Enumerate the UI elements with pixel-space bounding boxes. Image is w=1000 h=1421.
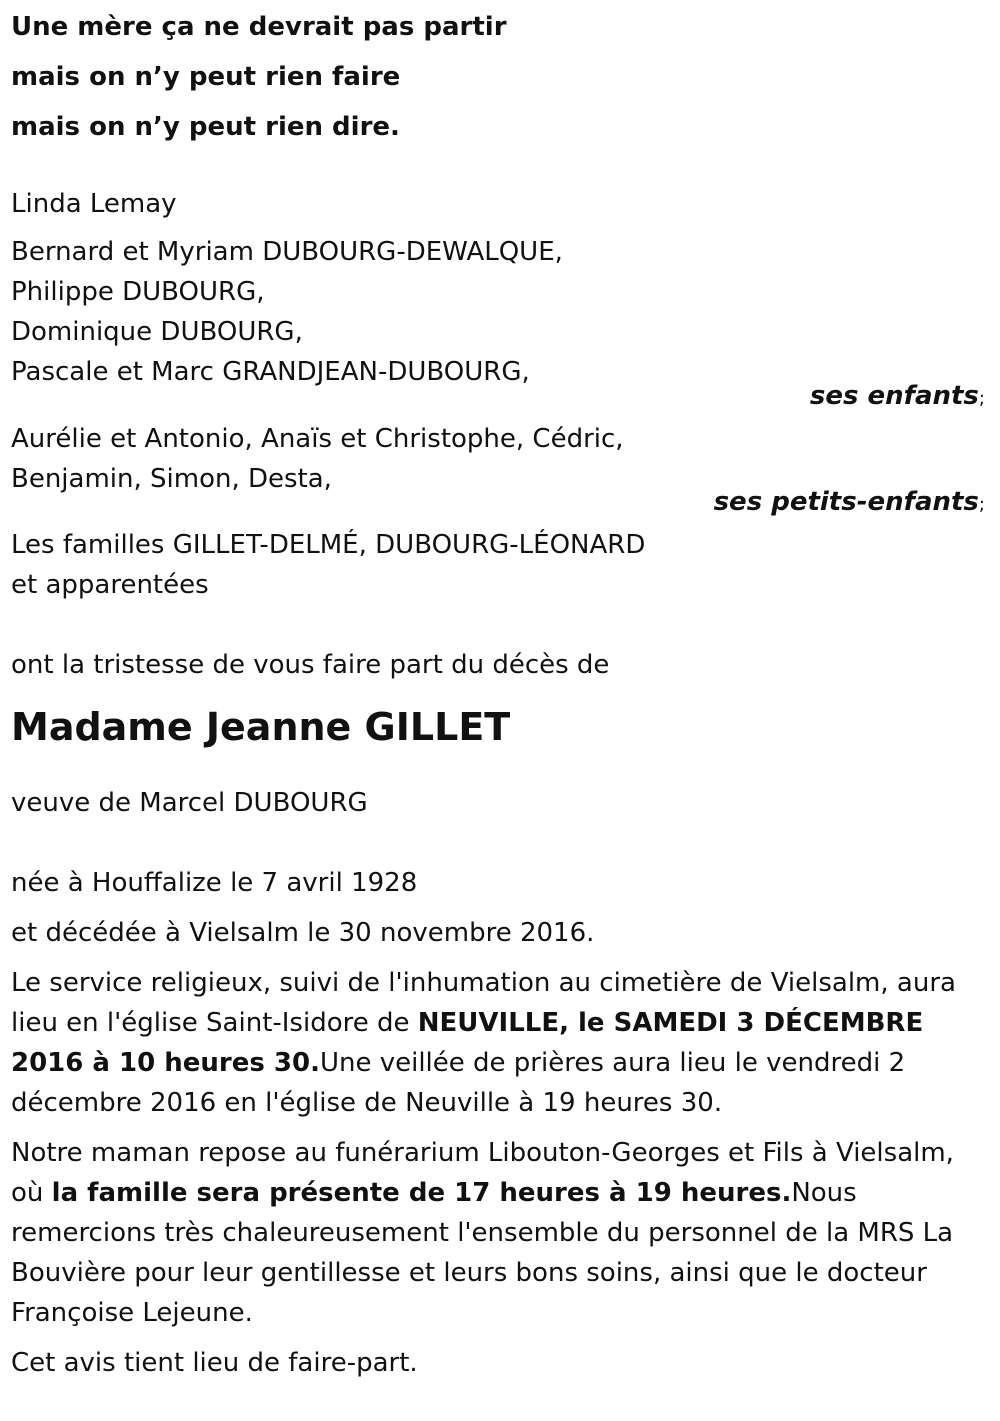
deceased-name: Madame Jeanne GILLET (11, 705, 511, 749)
death-info: et décédée à Vielsalm le 30 novembre 2016. (11, 918, 595, 948)
funerarium-text-1: Notre maman repose au funérarium Libouton-Georges et Fils à Vielsalm, où (11, 1138, 954, 1208)
children-role-separator: ; (978, 388, 985, 409)
service-text-2: Une veillée de prières aura lieu le vendredi 2 décembre 2016 en l'église de Neuville à 19 heures 30. (11, 1048, 906, 1118)
child-name: Bernard et Myriam DUBOURG-DEWALQUE, (11, 237, 563, 267)
grandchildren-role-separator: ; (978, 494, 985, 515)
funerarium-paragraph (11, 1133, 991, 1333)
funerarium-hours-bold: la famille sera présente de 17 heures à 19 heures. (51, 1178, 792, 1208)
poem-block (11, 4, 991, 154)
children-role-label: ses enfants (809, 381, 979, 411)
families-line-1: Les familles GILLET-DELMÉ, DUBOURG-LÉONARD (11, 530, 646, 560)
service-text-1: Le service religieux, suivi de l'inhumation au cimetière de Vielsalm, aura lieu en l'église Saint-Isidore de (11, 968, 956, 1038)
poem-author: Linda Lemay (11, 189, 177, 219)
birth-info: née à Houffalize le 7 avril 1928 (11, 868, 418, 898)
widow-of: veuve de Marcel DUBOURG (11, 788, 368, 818)
service-date-bold: NEUVILLE, le SAMEDI 3 DÉCEMBRE 2016 à 10 heures 30. (11, 1008, 924, 1078)
child-name: Dominique DUBOURG, (11, 317, 303, 347)
grandchild-names: Aurélie et Antonio, Anaïs et Christophe, Cédric, (11, 424, 624, 454)
poem-line-1: Une mère ça ne devrait pas partir (11, 12, 507, 42)
grandchildren-block (11, 419, 991, 525)
child-name: Pascale et Marc GRANDJEAN-DUBOURG, (11, 357, 530, 387)
families-block (11, 525, 991, 605)
grandchild-names: Benjamin, Simon, Desta, (11, 464, 332, 494)
obituary-notice (11, 4, 991, 1383)
announcement-text: ont la tristesse de vous faire part du décès de (11, 650, 610, 680)
child-name: Philippe DUBOURG, (11, 277, 265, 307)
grandchildren-role-label: ses petits-enfants (713, 487, 979, 517)
families-line-2: et apparentées (11, 570, 209, 600)
poem-line-2: mais on n’y peut rien faire (11, 62, 401, 92)
poem-line-3: mais on n’y peut rien dire. (11, 112, 400, 142)
footer-note: Cet avis tient lieu de faire-part. (11, 1348, 418, 1378)
funerarium-text-2: Nous remercions très chaleureusement l'ensemble du personnel de la MRS La Bouvière pour leur gentillesse et leurs bons soins, ainsi que le docteur Françoise Lejeune. (11, 1178, 954, 1328)
service-paragraph (11, 963, 991, 1123)
children-block (11, 232, 991, 419)
